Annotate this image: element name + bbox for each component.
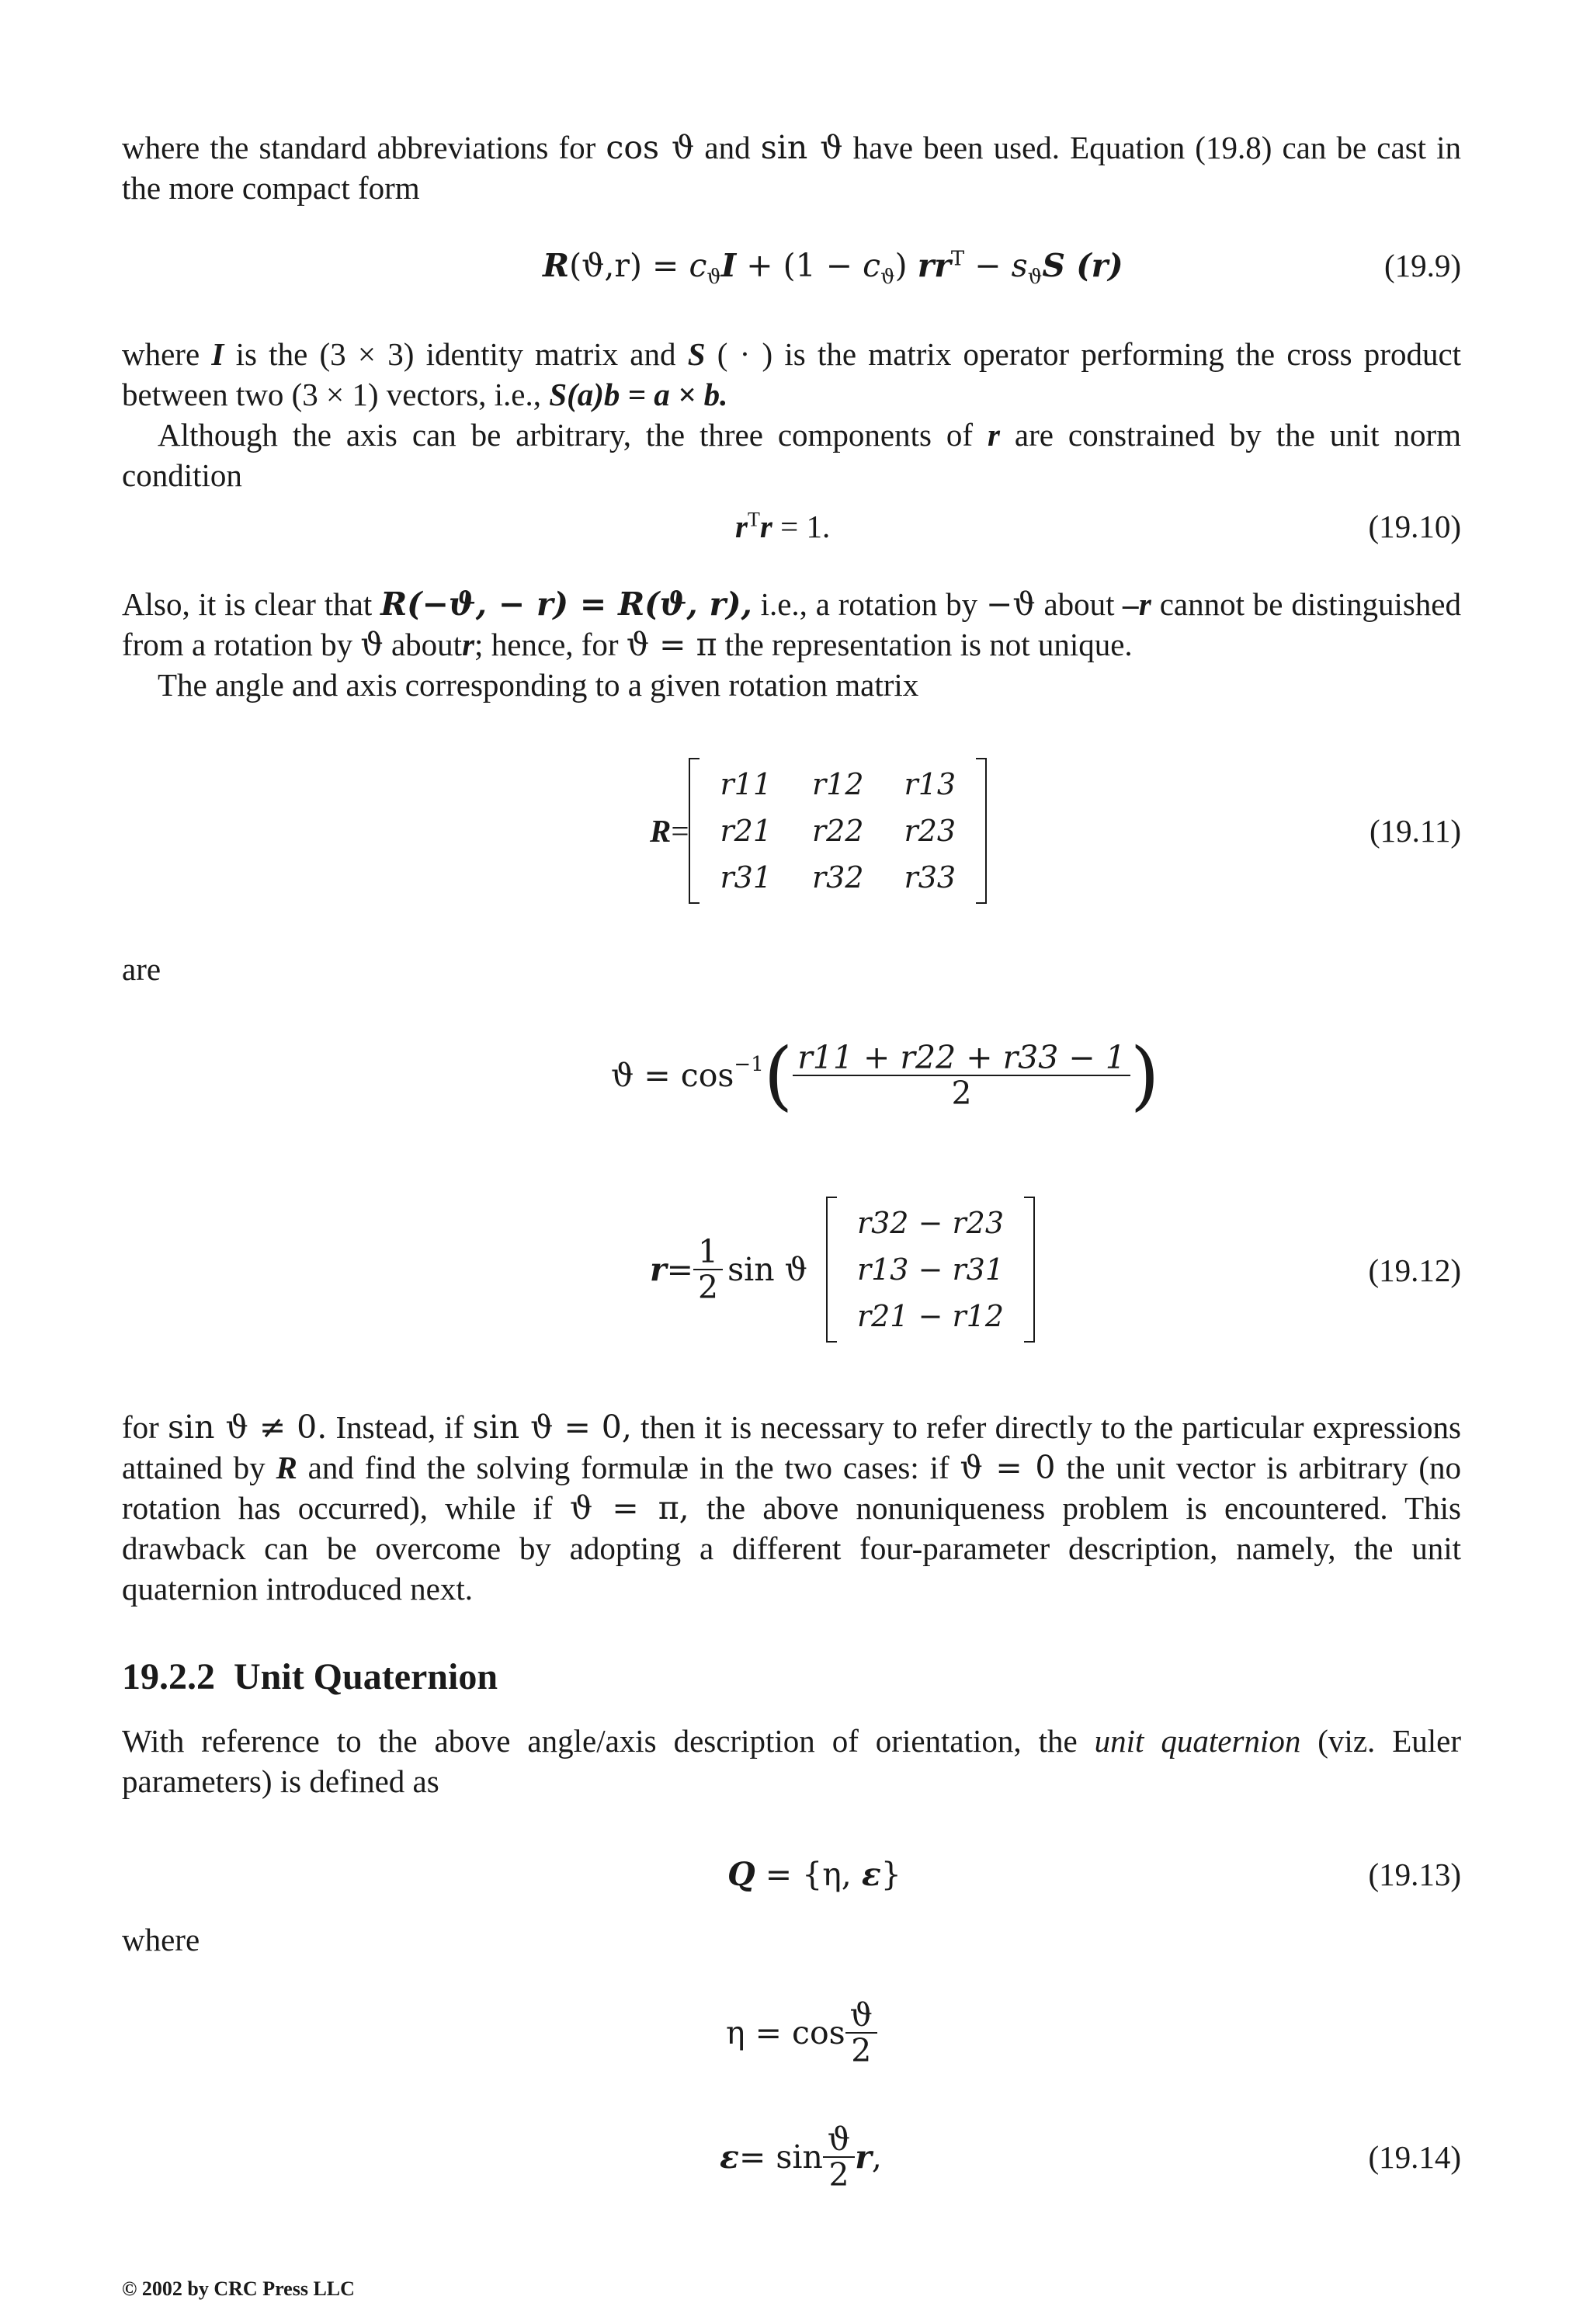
math-cos-theta: cos ϑ [606,129,695,166]
rotation-matrix [689,758,987,904]
paragraph-abbreviations: where the standard abbreviations for cos ϑ and sin ϑ have been used. Equation (19.8) can be cast in the more compact form [122,129,1462,206]
paragraph-are: are [122,951,161,987]
vector-cell: r32 − r23 [856,1206,1005,1240]
matrix-cell: r31 [720,860,772,895]
equation-number: (19.13) [1368,1857,1461,1892]
equation-number: (19.10) [1368,509,1461,544]
rotation-matrix-grid [700,761,976,901]
copyright-footer: © 2002 by CRC Press LLC [122,2277,355,2300]
matrix-cell: r32 [812,860,864,895]
equation-number: (19.14) [1368,2139,1461,2175]
equation-number: (19.9) [1383,248,1461,283]
section-number: 19.2.2 [122,1656,215,1697]
paragraph-quaternion-def: With reference to the above angle/axis description of orientation, the unit quaternion (viz. Euler parameters) is defined as [122,1723,1462,1799]
equation-19-14-body: ε = sin $\frac{ϑ}{2}$ r , [720,2121,882,2194]
paragraph-angle-axis: The angle and axis corresponding to a given rotation matrix [158,667,919,703]
matrix-cell: r12 [812,767,864,801]
section-heading [122,1657,498,1697]
equation-theta-body: ϑ = cos $^{-1}$ ( $\frac{r11 + r22 + r33 - 1}{2}$ ) [611,1032,1160,1119]
paragraph-unit-norm: Although the axis can be arbitrary, the three components of r are constrained by the unit norm condition [122,417,1461,493]
equation-19-12-body: r = $\frac{1}{2}$ sin ϑ r32 − r23 r13 − r31 r21 − r12 [650,1172,1035,1367]
axis-vector [826,1197,1035,1343]
equation-19-10-body: $r^Tr = 1$. [735,508,831,544]
equation-19-11-body: R = r11 r12 r13 r21 r22 r23 r31 r32 r33 [650,753,987,908]
axis-vector-grid [837,1200,1024,1339]
equation-19-9-body: $R(ϑ,r) = c_ϑI + (1 - c_ϑ) rr^T - s_ϑS$ (r) [543,247,1123,290]
paragraph-nonunique: Also, it is clear that R(−ϑ, − r) = R(ϑ, r), i.e., a rotation by −ϑ about –r cannot be distinguished from a rotation by ϑ aboutr; hence, for ϑ = π the representation is not unique. [122,585,1461,663]
equation-eta-body: η = cos $\frac{ϑ}{2}$ [726,1994,877,2072]
vector-cell: r13 − r31 [856,1252,1005,1287]
matrix-cell: r11 [720,767,772,801]
equation-number: (19.11) [1369,813,1461,849]
equation-19-14 [122,2118,1461,2196]
matrix-cell: r22 [812,814,864,848]
equation-19-12 [122,1172,1461,1367]
vector-cell: r21 − r12 [856,1299,1005,1333]
equation-theta [122,1033,1461,1118]
math-cross-product: S(a)b = a × b. [549,377,728,412]
paragraph-where: where [122,1922,200,1958]
fraction: $\frac{r11 + r22 + r33 - 1}{2}$ [793,1040,1130,1110]
equation-19-13-body: Q = {η, ε} [727,1856,901,1893]
math-sin-theta: sin ϑ [760,129,843,166]
fraction-one-half: $\frac{1}{2}$ [693,1235,723,1304]
equation-19-11 [122,753,1461,908]
equation-number: (19.12) [1368,1252,1461,1288]
section-title: Unit Quaternion [234,1656,498,1697]
matrix-cell: r33 [904,860,956,895]
equation-eta [122,1994,1461,2072]
paragraph-identity-matrix: where I is the (3 × 3) identity matrix and S ( · ) is the matrix operator performing the cross product between two (3 × 1) vectors, i.e., S(a)b = a × b. [122,336,1462,412]
matrix-cell: r23 [904,814,956,848]
matrix-cell: r13 [904,767,956,801]
matrix-cell: r21 [720,814,772,848]
fraction-half-angle: $\frac{ϑ}{2}$ [823,2122,855,2192]
fraction-half-angle: $\frac{ϑ}{2}$ [845,1998,877,2068]
paragraph-singular-cases: for sin ϑ ≠ 0. Instead, if sin ϑ = 0, then it is necessary to refer directly to the particular expressions attained by R and find the solving formulæ in the two cases: if ϑ = 0 the unit vector is arbitrary (no rotation has occurred), while if ϑ = π, the above nonuniqueness problem is encountered. This drawback can be overcome by adopting a different four-parameter description, namely, the unit quaternion introduced next. [122,1409,1462,1607]
